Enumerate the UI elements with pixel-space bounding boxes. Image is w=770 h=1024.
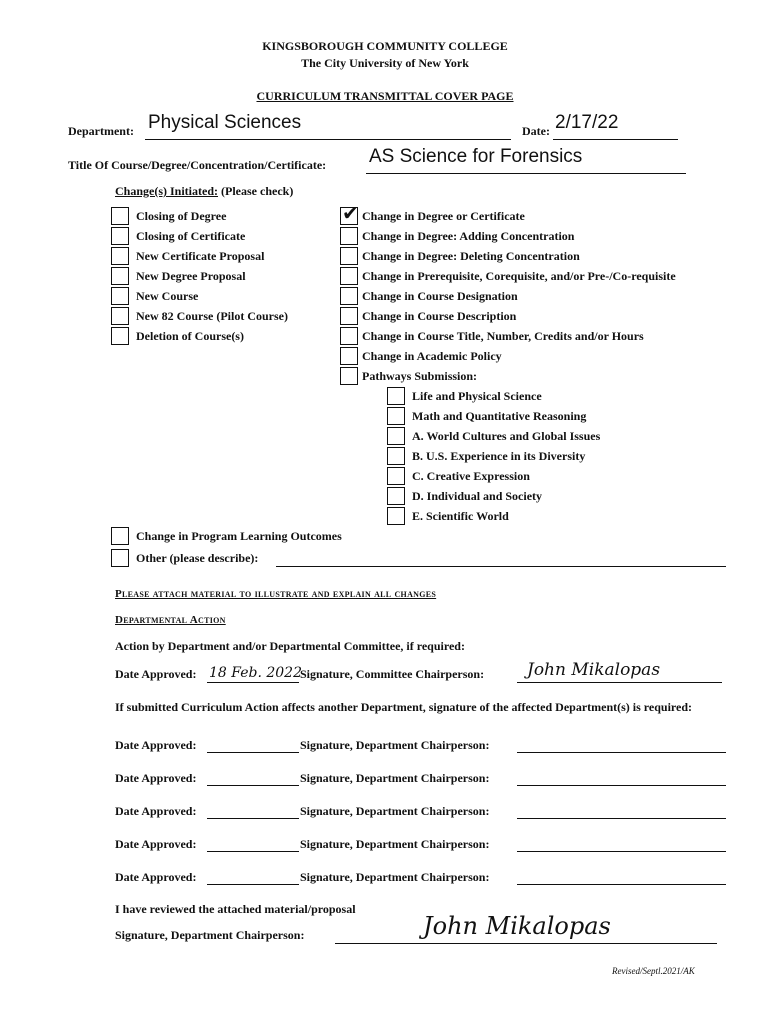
left-options-label: Deletion of Course(s): [136, 329, 244, 343]
review-statement: I have reviewed the attached material/proposal: [115, 902, 356, 916]
right-options-label: Change in Prerequisite, Corequisite, and/or Pre-/Co-requisite: [362, 269, 676, 283]
pathways-options-label: Math and Quantitative Reasoning: [412, 409, 587, 423]
course-title-field[interactable]: [366, 146, 686, 174]
right-options-checkbox[interactable]: [340, 367, 358, 385]
right-options-checkbox[interactable]: [340, 227, 358, 245]
right-options-checkbox[interactable]: [340, 267, 358, 285]
right-options-label: Change in Course Title, Number, Credits and/or Hours: [362, 329, 644, 343]
right-options-label: Change in Degree or Certificate: [362, 209, 525, 223]
committee-date-field[interactable]: [207, 665, 302, 683]
affected-signature-field[interactable]: [517, 869, 726, 885]
committee-signature: John Mikalopas: [527, 660, 661, 680]
affected-signature-field[interactable]: [517, 770, 726, 786]
affected-signature-label: Signature, Department Chairperson:: [300, 804, 490, 818]
affected-date-field[interactable]: [207, 737, 299, 753]
affected-date-field[interactable]: [207, 836, 299, 852]
right-options-label: Pathways Submission:: [362, 369, 478, 383]
pathways-options-checkbox[interactable]: [387, 387, 405, 405]
committee-date-value: 18 Feb. 2022: [209, 665, 302, 681]
right-options-label: Change in Academic Policy: [362, 349, 502, 363]
university-name: The City University of New York: [301, 56, 469, 70]
affected-signature-label: Signature, Department Chairperson:: [300, 738, 490, 752]
right-options-label: Change in Degree: Deleting Concentration: [362, 249, 580, 263]
right-options-checkbox[interactable]: [340, 287, 358, 305]
bottom-options-label: Change in Program Learning Outcomes: [136, 529, 342, 543]
pathways-options-checkbox[interactable]: [387, 447, 405, 465]
affected-date-field[interactable]: [207, 803, 299, 819]
right-options-checkbox[interactable]: [340, 347, 358, 365]
pathways-options-checkbox[interactable]: [387, 507, 405, 525]
left-options-label: Closing of Certificate: [136, 229, 246, 243]
affected-date-label: Date Approved:: [115, 804, 197, 818]
affected-signature-label: Signature, Department Chairperson:: [300, 870, 490, 884]
right-options-checkbox[interactable]: [340, 307, 358, 325]
review-signature-field[interactable]: [335, 912, 717, 944]
date-field[interactable]: [553, 112, 678, 140]
changes-heading-title: Change(s) Initiated:: [115, 184, 219, 198]
left-options-label: Closing of Degree: [136, 209, 227, 223]
bottom-options-checkbox[interactable]: [111, 549, 129, 567]
left-options-checkbox[interactable]: [111, 247, 129, 265]
left-options-checkbox[interactable]: [111, 267, 129, 285]
affected-signature-label: Signature, Department Chairperson:: [300, 771, 490, 785]
course-title-label: Title Of Course/Degree/Concentration/Certificate:: [68, 158, 327, 172]
affected-date-label: Date Approved:: [115, 738, 197, 752]
review-signature: John Mikalopas: [423, 912, 611, 940]
affected-signature-field[interactable]: [517, 836, 726, 852]
left-options-checkbox[interactable]: [111, 207, 129, 225]
pathways-options-label: Life and Physical Science: [412, 389, 542, 403]
bottom-options-label: Other (please describe):: [136, 551, 259, 565]
affected-date-field[interactable]: [207, 770, 299, 786]
pathways-options-label: D. Individual and Society: [412, 489, 543, 503]
affected-signature-field[interactable]: [517, 803, 726, 819]
department-field[interactable]: [145, 112, 511, 140]
department-value: Physical Sciences: [148, 112, 302, 133]
review-signature-label: Signature, Department Chairperson:: [115, 928, 305, 942]
pathways-options-label: B. U.S. Experience in its Diversity: [412, 449, 586, 463]
left-options-checkbox[interactable]: [111, 307, 129, 325]
right-options-label: Change in Course Designation: [362, 289, 518, 303]
pathways-options-label: A. World Cultures and Global Issues: [412, 429, 601, 443]
changes-heading-hint: (Please check): [218, 184, 294, 198]
pathways-options-checkbox[interactable]: [387, 467, 405, 485]
committee-signature-field[interactable]: [517, 660, 722, 683]
college-name: KINGSBOROUGH COMMUNITY COLLEGE: [262, 39, 508, 53]
date-label: Date:: [522, 124, 550, 138]
left-options-label: New 82 Course (Pilot Course): [136, 309, 288, 323]
checkmark-icon: ✔: [342, 201, 359, 225]
affected-signature-field[interactable]: [517, 737, 726, 753]
right-options-checkbox[interactable]: [340, 201, 359, 225]
right-options-checkbox[interactable]: [340, 247, 358, 265]
other-describe-field[interactable]: [276, 552, 726, 567]
course-title-value: AS Science for Forensics: [369, 146, 583, 167]
pathways-options-checkbox[interactable]: [387, 407, 405, 425]
attach-note: Please attach material to illustrate and explain all changes: [115, 588, 437, 600]
page-title: CURRICULUM TRANSMITTAL COVER PAGE: [256, 89, 514, 103]
committee-date-label: Date Approved:: [115, 667, 197, 681]
pathways-options-checkbox[interactable]: [387, 427, 405, 445]
affected-signature-label: Signature, Department Chairperson:: [300, 837, 490, 851]
affected-date-label: Date Approved:: [115, 870, 197, 884]
left-options-checkbox[interactable]: [111, 287, 129, 305]
departmental-action-heading: Departmental Action: [115, 614, 226, 626]
affected-date-label: Date Approved:: [115, 771, 197, 785]
affected-department-note: If submitted Curriculum Action affects another Department, signature of the affected Department(s) is required:: [115, 700, 693, 714]
affected-date-label: Date Approved:: [115, 837, 197, 851]
department-label: Department:: [68, 124, 134, 138]
revised-note: Revised/Septl.2021/AK: [612, 966, 695, 976]
left-options-label: New Certificate Proposal: [136, 249, 265, 263]
affected-date-field[interactable]: [207, 869, 299, 885]
date-value: 2/17/22: [555, 112, 619, 133]
left-options-checkbox[interactable]: [111, 227, 129, 245]
right-options-label: Change in Degree: Adding Concentration: [362, 229, 575, 243]
pathways-options-checkbox[interactable]: [387, 487, 405, 505]
left-options-label: New Degree Proposal: [136, 269, 246, 283]
left-options-checkbox[interactable]: [111, 327, 129, 345]
pathways-options-label: E. Scientific World: [412, 509, 509, 523]
pathways-options-label: C. Creative Expression: [412, 469, 530, 483]
committee-signature-label: Signature, Committee Chairperson:: [300, 667, 485, 681]
bottom-options-checkbox[interactable]: [111, 527, 129, 545]
right-options-checkbox[interactable]: [340, 327, 358, 345]
right-options-label: Change in Course Description: [362, 309, 517, 323]
committee-action-line: Action by Department and/or Departmental Committee, if required:: [115, 639, 465, 653]
left-options-label: New Course: [136, 289, 199, 303]
changes-heading: [115, 184, 293, 199]
